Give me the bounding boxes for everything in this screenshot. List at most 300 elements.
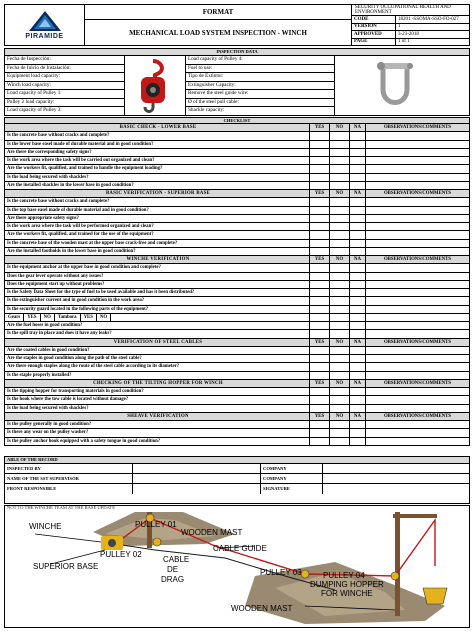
approved-value: 3-23-2018 xyxy=(398,31,419,37)
checklist-row xyxy=(5,289,469,297)
no-checkbox[interactable] xyxy=(329,215,349,222)
checklist-question: Are there the corresponding safety signs? xyxy=(7,149,92,155)
gears-cell: Gears xyxy=(5,314,24,321)
section-header-row xyxy=(5,124,469,132)
format-label: FORMAT xyxy=(85,5,351,20)
code-key: CODE xyxy=(352,16,396,23)
no-checkbox[interactable] xyxy=(329,149,349,156)
section-title: CHECKING OF THE TILTING HOPPER FOR WINCH xyxy=(93,380,223,386)
checklist-question: Is the hook where the tow cable is located without damage? xyxy=(7,397,129,403)
form-title: MECHANICAL LOAD SYSTEM INSPECTION - WINCH xyxy=(129,28,307,37)
checklist-question: Is the concrete base of the wooden mast at the upper base crack-free and complete? xyxy=(7,240,178,246)
na-checkbox[interactable] xyxy=(349,132,365,139)
no-checkbox[interactable] xyxy=(329,363,349,370)
na-checkbox[interactable] xyxy=(349,396,365,403)
yes-checkbox[interactable] xyxy=(309,273,329,280)
col-no-header: NO xyxy=(329,256,349,263)
checklist-row xyxy=(5,223,469,231)
yes-checkbox[interactable] xyxy=(309,297,329,304)
gears-cell: Tambora xyxy=(55,314,81,321)
na-checkbox[interactable] xyxy=(349,322,365,329)
yes-checkbox[interactable] xyxy=(309,330,329,337)
col-na-header: NA xyxy=(349,413,365,420)
section-title: SHEAVE VERIFICATION xyxy=(127,413,189,419)
yes-checkbox[interactable] xyxy=(309,198,329,205)
checklist-row xyxy=(5,388,469,396)
checklist-question: Are the workers fit, qualified, and trained for the use of the equipment? xyxy=(7,232,154,238)
no-checkbox[interactable] xyxy=(329,174,349,181)
no-checkbox[interactable] xyxy=(329,223,349,230)
diagram-label-wooden-mast-top: WOODEN MAST xyxy=(181,528,243,537)
checklist-question: Is the concrete base without cracks and complete? xyxy=(7,199,110,205)
gears-row xyxy=(5,314,469,322)
col-yes-header: YES xyxy=(309,190,329,197)
observation-field[interactable] xyxy=(365,297,469,304)
na-checkbox[interactable] xyxy=(349,281,365,288)
checklist-question: Does the gear lever operate without any issues? xyxy=(7,273,104,279)
na-checkbox[interactable] xyxy=(349,289,365,296)
yes-checkbox[interactable] xyxy=(309,182,329,189)
diagram-label-pulley-01: PULLEY 01 xyxy=(135,520,177,529)
observation-field[interactable] xyxy=(365,421,469,428)
checklist-question: Is the lower base easel made of durable material and in good condition? xyxy=(7,141,154,147)
yes-checkbox[interactable] xyxy=(309,207,329,214)
checklist-question: Is the pulley generally in good condition? xyxy=(7,422,92,427)
inspection-field-left[interactable]: Equipment load capacity: xyxy=(5,73,125,82)
no-checkbox[interactable] xyxy=(329,198,349,205)
yes-checkbox[interactable] xyxy=(309,165,329,172)
checklist xyxy=(4,117,470,446)
yes-checkbox[interactable] xyxy=(309,438,329,445)
na-checkbox[interactable] xyxy=(349,297,365,304)
checklist-question: Is the work area where the task will be carried out organized and clean? xyxy=(7,158,155,163)
approved-key: APPROVED xyxy=(352,31,396,38)
checklist-question: Is the load being secured with shackles? xyxy=(7,174,89,180)
checklist-question: Is the Safety Data Sheet for the type of fuel to be used available and has it been distributed? xyxy=(7,290,195,295)
yes-checkbox[interactable] xyxy=(309,157,329,164)
no-checkbox[interactable] xyxy=(329,405,349,412)
no-checkbox[interactable] xyxy=(329,273,349,280)
checklist-question: Are the staples in good condition along the path of the steel cable? xyxy=(7,356,142,361)
checklist-question: Is the extinguisher current and in good condition in the work area? xyxy=(7,298,145,304)
diagram-label-pulley-04: PULLEY 04 xyxy=(323,571,365,580)
na-checkbox[interactable] xyxy=(349,330,365,337)
diagram-label-dumping-hopper: DUMPING HOPPER xyxy=(310,580,384,589)
observation-field[interactable] xyxy=(365,198,469,205)
col-yes-header: YES xyxy=(309,413,329,420)
na-checkbox[interactable] xyxy=(349,355,365,362)
na-checkbox[interactable] xyxy=(349,149,365,156)
checklist-row xyxy=(5,322,469,330)
no-checkbox[interactable] xyxy=(329,165,349,172)
diagram-note: NOT TO THE WINCHE TEAM AT THE BASE UPDATE xyxy=(7,505,116,510)
checklist-question: Are there enough staples along the route of the steel cable according to its diameter? xyxy=(7,364,180,370)
observation-field[interactable] xyxy=(365,182,469,189)
yes-checkbox[interactable] xyxy=(309,363,329,370)
diagram-label-superior-base: SUPERIOR BASE xyxy=(33,562,99,571)
checklist-row xyxy=(5,297,469,305)
na-checkbox[interactable] xyxy=(349,141,365,148)
observation-field[interactable] xyxy=(365,347,469,354)
no-checkbox[interactable] xyxy=(329,132,349,139)
na-checkbox[interactable] xyxy=(349,240,365,247)
gears-cell: NO xyxy=(97,314,111,321)
diagram-label-cable: CABLE xyxy=(163,555,190,564)
inspection-fields-left xyxy=(5,56,125,116)
yes-checkbox[interactable] xyxy=(309,396,329,403)
checklist-row xyxy=(5,248,469,256)
observation-field[interactable] xyxy=(365,363,469,370)
inspection-form xyxy=(4,4,470,628)
inspection-field-right[interactable]: Remove the steel guide wire: xyxy=(185,90,335,99)
diagram-label-cable-guide: CABLE GUIDE xyxy=(213,544,267,553)
diagram-label-winche: WINCHE xyxy=(29,522,62,531)
checklist-question: Is the tipping hopper for transporting materials in good condition? xyxy=(7,389,144,394)
signature-heading: ABLE OF THE RECORD xyxy=(5,457,469,464)
na-checkbox[interactable] xyxy=(349,438,365,445)
checklist-row xyxy=(5,429,469,437)
checklist-row xyxy=(5,132,469,140)
shackle-icon xyxy=(375,59,415,111)
checklist-question: Does the equipment start up without problems? xyxy=(7,281,105,287)
observation-field[interactable] xyxy=(365,330,469,337)
supervisor-field[interactable] xyxy=(133,474,261,483)
front-responsible-field[interactable] xyxy=(133,484,261,494)
col-no-header: NO xyxy=(329,339,349,346)
yes-checkbox[interactable] xyxy=(309,248,329,255)
checklist-question: Is the equipment anchor at the upper base in good condition and complete? xyxy=(7,265,161,271)
na-checkbox[interactable] xyxy=(349,347,365,354)
no-checkbox[interactable] xyxy=(329,141,349,148)
yes-checkbox[interactable] xyxy=(309,289,329,296)
checklist-row xyxy=(5,149,469,157)
no-checkbox[interactable] xyxy=(329,396,349,403)
observation-field[interactable] xyxy=(365,314,469,321)
no-checkbox[interactable] xyxy=(329,248,349,255)
na-checkbox[interactable] xyxy=(349,421,365,428)
yes-checkbox[interactable] xyxy=(309,264,329,271)
section-title: BASIC VERIFICATION - SUPERIOR BASE xyxy=(105,191,211,196)
pyramid-logo-icon xyxy=(28,10,62,32)
no-checkbox[interactable] xyxy=(329,207,349,214)
yes-checkbox[interactable] xyxy=(309,231,329,238)
na-checkbox[interactable] xyxy=(349,429,365,436)
checklist-question: Is the top base easel made of durable material and in good condition? xyxy=(7,207,149,213)
na-checkbox[interactable] xyxy=(349,182,365,189)
no-checkbox[interactable] xyxy=(329,429,349,436)
observation-field[interactable] xyxy=(365,388,469,395)
checklist-row xyxy=(5,438,469,446)
no-checkbox[interactable] xyxy=(329,289,349,296)
observation-field[interactable] xyxy=(365,306,469,313)
na-checkbox[interactable] xyxy=(349,198,365,205)
observation-field[interactable] xyxy=(365,174,469,181)
diagram-label-drag: DRAG xyxy=(161,575,185,584)
yes-checkbox[interactable] xyxy=(309,314,329,321)
na-checkbox[interactable] xyxy=(349,165,365,172)
no-checkbox[interactable] xyxy=(329,264,349,271)
yes-checkbox[interactable] xyxy=(309,388,329,395)
company-label: COMPANY xyxy=(261,464,323,473)
checklist-question: Is the load being secured with shackles? xyxy=(7,405,89,411)
na-checkbox[interactable] xyxy=(349,157,365,164)
observation-field[interactable] xyxy=(365,396,469,403)
col-observations-header: OBSERVATIONS/COMMENTS xyxy=(365,190,469,197)
gears-cell: YES xyxy=(24,314,40,321)
checklist-row xyxy=(5,215,469,223)
page-value: 1 of 1 xyxy=(398,39,410,45)
no-checkbox[interactable] xyxy=(329,182,349,189)
inspection-field-left[interactable]: Fecha de Inspección: xyxy=(5,56,125,65)
checklist-question: Is the spill tray in place and does it have any leaks? xyxy=(7,331,112,337)
na-checkbox[interactable] xyxy=(349,306,365,313)
section-header-row xyxy=(5,256,469,264)
na-checkbox[interactable] xyxy=(349,363,365,370)
checklist-question: Are the installed shackles in the lower base in good condition? xyxy=(7,182,134,188)
checklist-question: Are the workers fit, qualified, and trained to handle the equipment loading? xyxy=(7,166,163,172)
checklist-row xyxy=(5,372,469,380)
no-checkbox[interactable] xyxy=(329,372,349,379)
na-checkbox[interactable] xyxy=(349,207,365,214)
col-no-header: NO xyxy=(329,413,349,420)
checklist-row xyxy=(5,330,469,338)
observation-field[interactable] xyxy=(365,264,469,271)
diagram-label-for-winche: FOR WINCHE xyxy=(321,589,373,598)
checklist-row xyxy=(5,306,469,314)
yes-checkbox[interactable] xyxy=(309,215,329,222)
col-yes-header: YES xyxy=(309,339,329,346)
signature-field[interactable] xyxy=(323,484,469,494)
na-checkbox[interactable] xyxy=(349,223,365,230)
checklist-row xyxy=(5,157,469,165)
inspection-fields-right xyxy=(185,56,335,116)
version-key: VERSION xyxy=(352,24,396,31)
yes-checkbox[interactable] xyxy=(309,322,329,329)
checklist-row xyxy=(5,264,469,272)
col-observations-header: OBSERVATIONS/COMMENTS xyxy=(365,380,469,387)
col-observations-header: OBSERVATIONS/COMMENTS xyxy=(365,339,469,346)
checklist-question: Are there appropriate safety signs? xyxy=(7,215,79,221)
checklist-row xyxy=(5,141,469,149)
observation-field[interactable] xyxy=(365,429,469,436)
yes-checkbox[interactable] xyxy=(309,405,329,412)
yes-checkbox[interactable] xyxy=(309,421,329,428)
yes-checkbox[interactable] xyxy=(309,306,329,313)
inspection-field-right[interactable]: Load capacity of Pulley 4: xyxy=(185,56,335,65)
observation-field[interactable] xyxy=(365,355,469,362)
observation-field[interactable] xyxy=(365,165,469,172)
pulley-hook-icon xyxy=(131,59,175,115)
col-no-header: NO xyxy=(329,380,349,387)
observation-field[interactable] xyxy=(365,289,469,296)
company-logo xyxy=(5,5,85,45)
checklist-question: Are the coated cables in good condition? xyxy=(7,347,90,353)
section-title: BASIC CHECK - LOWER BASE xyxy=(119,125,197,130)
checklist-question: Is the security guard located in the following parts of the equipment? xyxy=(7,306,149,312)
no-checkbox[interactable] xyxy=(329,240,349,247)
yes-checkbox[interactable] xyxy=(309,149,329,156)
observation-field[interactable] xyxy=(365,149,469,156)
page-key: PAGE xyxy=(352,39,396,46)
observation-field[interactable] xyxy=(365,215,469,222)
na-checkbox[interactable] xyxy=(349,273,365,280)
col-na-header: NA xyxy=(349,380,365,387)
inspection-data xyxy=(4,48,470,116)
section-title: WINCHE VERIFICATION xyxy=(126,257,190,262)
checklist-row xyxy=(5,240,469,248)
signature-block xyxy=(4,456,470,504)
col-observations-header: OBSERVATIONS/COMMENTS xyxy=(365,124,469,131)
checklist-row xyxy=(5,231,469,239)
section-header-row xyxy=(5,190,469,198)
inspection-field-left[interactable]: Winch load capacity: xyxy=(5,82,125,91)
supervisor-label: NAME OF THE SST SUPERVISOR xyxy=(5,474,133,483)
no-checkbox[interactable] xyxy=(329,306,349,313)
department-label: SECURITY OCCUPATIONAL HEALTH AND ENVIRONMENT xyxy=(352,5,469,16)
no-checkbox[interactable] xyxy=(329,421,349,428)
col-yes-header: YES xyxy=(309,380,329,387)
yes-checkbox[interactable] xyxy=(309,347,329,354)
observation-field[interactable] xyxy=(365,157,469,164)
col-yes-header: YES xyxy=(309,124,329,131)
checklist-row xyxy=(5,363,469,371)
col-na-header: NA xyxy=(349,339,365,346)
code-value: 18201 -SSOMA-SSO-FO-027 xyxy=(398,16,459,22)
gears-cell: NO xyxy=(41,314,55,321)
no-checkbox[interactable] xyxy=(329,355,349,362)
inspection-field-left[interactable]: Load capacity of Pulley 3: xyxy=(5,107,125,116)
checklist-row xyxy=(5,347,469,355)
checklist-row xyxy=(5,165,469,173)
diagram-label-pulley-02: PULLEY 02 xyxy=(100,550,142,559)
checklist-question: Is the work area where the task will be performed organized and clean? xyxy=(7,224,154,229)
front-responsible-label: FRONT RESPONSIBLE xyxy=(5,484,133,494)
checklist-row xyxy=(5,198,469,206)
no-checkbox[interactable] xyxy=(329,281,349,288)
yes-checkbox[interactable] xyxy=(309,240,329,247)
checklist-row xyxy=(5,273,469,281)
inspection-data-heading: INSPECTION DATA xyxy=(5,49,469,56)
observation-field[interactable] xyxy=(365,273,469,280)
checklist-question: Is the pulley anchor hook equipped with a safety tongue in good condition? xyxy=(7,438,161,444)
no-checkbox[interactable] xyxy=(329,438,349,445)
observation-field[interactable] xyxy=(365,141,469,148)
na-checkbox[interactable] xyxy=(349,314,365,321)
yes-checkbox[interactable] xyxy=(309,372,329,379)
na-checkbox[interactable] xyxy=(349,248,365,255)
diagram-label-de: DE xyxy=(167,565,179,574)
inspection-field-right[interactable]: Ø of the steel pull cable: xyxy=(185,99,335,108)
observation-field[interactable] xyxy=(365,207,469,214)
yes-checkbox[interactable] xyxy=(309,223,329,230)
col-yes-header: YES xyxy=(309,256,329,263)
observation-field[interactable] xyxy=(365,223,469,230)
inspection-field-right[interactable]: Fuel to use: xyxy=(185,65,335,74)
yes-checkbox[interactable] xyxy=(309,281,329,288)
section-header-row xyxy=(5,413,469,421)
no-checkbox[interactable] xyxy=(329,388,349,395)
no-checkbox[interactable] xyxy=(329,297,349,304)
inspection-field-right[interactable]: Shackle capacity: xyxy=(185,107,335,116)
no-checkbox[interactable] xyxy=(329,330,349,337)
yes-checkbox[interactable] xyxy=(309,429,329,436)
checklist-row xyxy=(5,355,469,363)
yes-checkbox[interactable] xyxy=(309,355,329,362)
na-checkbox[interactable] xyxy=(349,174,365,181)
section-header-row xyxy=(5,380,469,388)
checklist-question: Are the fuel hoses in good condition? xyxy=(7,323,83,328)
observation-field[interactable] xyxy=(365,132,469,139)
na-checkbox[interactable] xyxy=(349,372,365,379)
na-checkbox[interactable] xyxy=(349,405,365,412)
col-no-header: NO xyxy=(329,190,349,197)
observation-field[interactable] xyxy=(365,322,469,329)
inspected-by-label: INSPECTED BY xyxy=(5,464,133,473)
yes-checkbox[interactable] xyxy=(309,174,329,181)
inspection-field-left[interactable]: Pulley 2 load capacity: xyxy=(5,99,125,108)
checklist-row xyxy=(5,421,469,429)
company-label-2: COMPANY xyxy=(261,474,323,483)
no-checkbox[interactable] xyxy=(329,347,349,354)
checklist-row xyxy=(5,281,469,289)
observation-field[interactable] xyxy=(365,438,469,445)
checklist-row xyxy=(5,405,469,413)
observation-field[interactable] xyxy=(365,240,469,247)
checklist-row xyxy=(5,174,469,182)
col-na-header: NA xyxy=(349,256,365,263)
checklist-row xyxy=(5,207,469,215)
checklist-question: Is the concrete base without cracks and complete? xyxy=(7,133,110,139)
col-na-header: NA xyxy=(349,124,365,131)
winch-diagram xyxy=(4,505,470,628)
inspection-field-left[interactable]: Fecha de Inicio de Instalación: xyxy=(5,65,125,74)
gears-cell: YES xyxy=(81,314,97,321)
na-checkbox[interactable] xyxy=(349,231,365,238)
no-checkbox[interactable] xyxy=(329,157,349,164)
section-title: VERIFICATION OF STEEL CABLES xyxy=(113,339,203,345)
observation-field[interactable] xyxy=(365,281,469,288)
col-observations-header: OBSERVATIONS/COMMENTS xyxy=(365,256,469,263)
no-checkbox[interactable] xyxy=(329,231,349,238)
observation-field[interactable] xyxy=(365,405,469,412)
col-no-header: NO xyxy=(329,124,349,131)
diagram-label-pulley-03: PULLEY 03 xyxy=(260,568,302,577)
na-checkbox[interactable] xyxy=(349,215,365,222)
inspected-by-field[interactable] xyxy=(133,464,261,473)
diagram-label-wooden-mast-bottom: WOODEN MAST xyxy=(231,604,293,613)
observation-field[interactable] xyxy=(365,372,469,379)
yes-checkbox[interactable] xyxy=(309,132,329,139)
version-value: 1 xyxy=(398,24,401,30)
inspection-field-right[interactable]: Tipo de Extintor: xyxy=(185,73,335,82)
checklist-heading: CHECKLIST xyxy=(5,117,469,124)
observation-field[interactable] xyxy=(365,248,469,255)
inspection-field-right[interactable]: Extinguisher Capacity: xyxy=(185,82,335,91)
na-checkbox[interactable] xyxy=(349,264,365,271)
no-checkbox[interactable] xyxy=(329,322,349,329)
na-checkbox[interactable] xyxy=(349,388,365,395)
logo-name: PIRAMIDE xyxy=(25,33,64,40)
yes-checkbox[interactable] xyxy=(309,141,329,148)
section-header-row xyxy=(5,339,469,347)
col-na-header: NA xyxy=(349,190,365,197)
observation-field[interactable] xyxy=(365,231,469,238)
checklist-question: Is the staple properly installed? xyxy=(7,372,72,378)
company-field[interactable] xyxy=(323,464,469,473)
inspection-field-left[interactable]: Load capacity of Pulley 1: xyxy=(5,90,125,99)
company-field-2[interactable] xyxy=(323,474,469,483)
no-checkbox[interactable] xyxy=(329,314,349,321)
